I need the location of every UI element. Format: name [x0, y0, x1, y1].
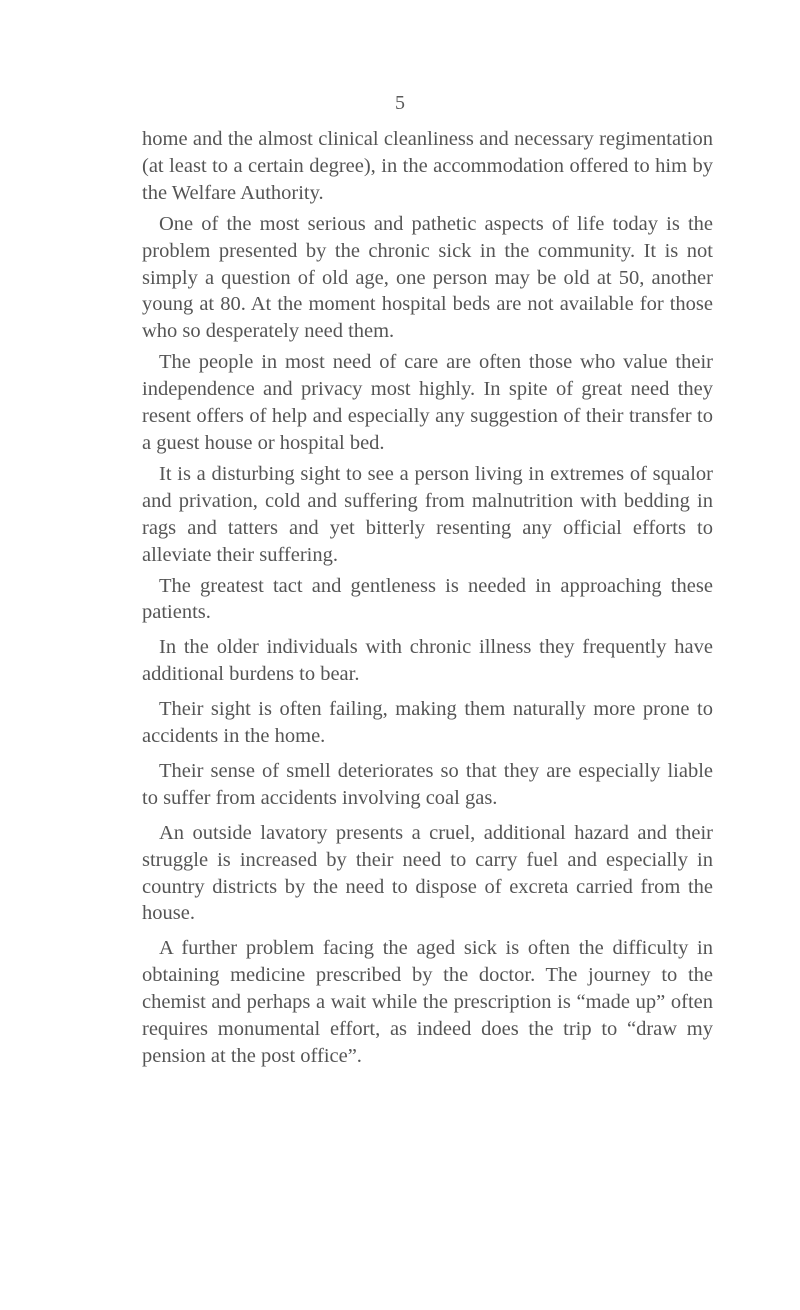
page-number: 5 — [395, 92, 405, 114]
paragraph-burdens: In the older individuals with chronic illness they frequently have additional burdens to bear. — [142, 636, 713, 686]
paragraph-continuation: home and the almost clinical cleanliness and necessary regimentation (at least to a certain degree), in the accommodation offered to him by the Welfare Authority. — [142, 128, 713, 204]
paragraph-independence: The people in most need of care are often those who value their independence and privacy most highly. In spite of great need they resent offers of help and especially any suggestion of their transfer to a guest house or hospital bed. — [142, 351, 713, 454]
paragraph-medicine: A further problem facing the aged sick is often the difficulty in obtaining medicine prescribed by the doctor. The journey to the chemist and perhaps a wait while the prescription is “made up” often requires monumental effort, as indeed does the trip to “draw my pension at the post office”. — [142, 937, 713, 1067]
paragraph-tact: The greatest tact and gentleness is needed in approaching these patients. — [142, 574, 713, 624]
paragraph-smell: Their sense of smell deteriorates so that they are especially liable to suffer from accidents involving coal gas. — [142, 759, 713, 809]
paragraph-squalor: It is a disturbing sight to see a person living in extremes of squalor and privation, cold and suffering from malnutrition with bedding in rags and tatters and yet bitterly resenting any official efforts to alleviate their suffering. — [142, 462, 713, 566]
paragraph-sight: Their sight is often failing, making them naturally more prone to accidents in the home. — [142, 698, 713, 748]
paragraph-lavatory: An outside lavatory presents a cruel, additional hazard and their struggle is increased by their need to carry fuel and especially in country districts by the need to dispose of excreta carried from the house. — [142, 821, 713, 925]
body-text — [142, 126, 713, 1074]
paragraph-chronic-sick: One of the most serious and pathetic aspects of life today is the problem presented by the chronic sick in the community. It is not simply a question of old age, one person may be old at 50, another young at 80. At the moment hospital beds are not available for those who so desperately need them. — [142, 212, 713, 343]
